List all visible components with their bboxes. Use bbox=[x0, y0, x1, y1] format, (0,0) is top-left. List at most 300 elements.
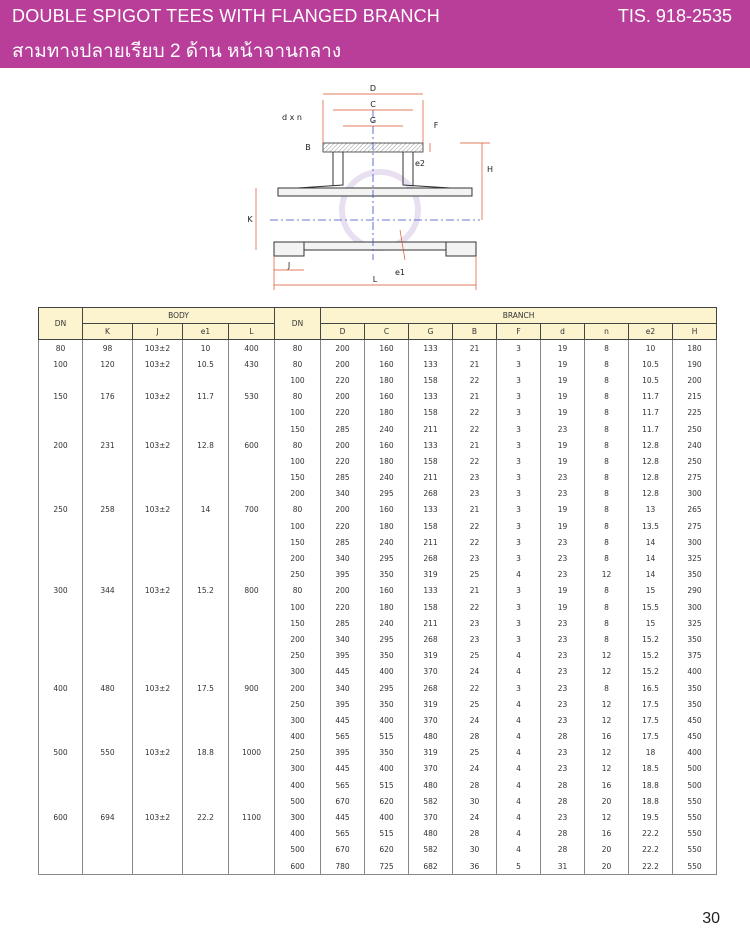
table-cell: 180 bbox=[365, 518, 409, 534]
table-cell: 3 bbox=[497, 470, 541, 486]
table-cell bbox=[133, 518, 183, 534]
table-cell: 17.5 bbox=[629, 729, 673, 745]
table-cell: 3 bbox=[497, 389, 541, 405]
table-cell: 133 bbox=[409, 340, 453, 357]
table-cell: 23 bbox=[541, 615, 585, 631]
table-cell: 10 bbox=[183, 340, 229, 357]
table-cell: 23 bbox=[541, 696, 585, 712]
table-cell: 211 bbox=[409, 534, 453, 550]
table-cell: 295 bbox=[365, 680, 409, 696]
table-cell bbox=[39, 664, 83, 680]
table-cell bbox=[133, 486, 183, 502]
table-cell: 200 bbox=[275, 631, 321, 647]
page-title: DOUBLE SPIGOT TEES WITH FLANGED BRANCH bbox=[12, 6, 441, 26]
table-cell: 23 bbox=[541, 421, 585, 437]
table-cell: 180 bbox=[673, 340, 717, 357]
table-cell: 430 bbox=[229, 356, 275, 372]
table-cell: 4 bbox=[497, 712, 541, 728]
table-cell: 582 bbox=[409, 842, 453, 858]
table-cell: 8 bbox=[585, 599, 629, 615]
table-cell: 23 bbox=[541, 486, 585, 502]
table-cell: 12 bbox=[585, 712, 629, 728]
table-cell: 500 bbox=[275, 793, 321, 809]
table-cell bbox=[229, 761, 275, 777]
table-cell bbox=[133, 858, 183, 875]
table-cell bbox=[39, 486, 83, 502]
table-cell bbox=[133, 567, 183, 583]
table-row bbox=[39, 372, 717, 388]
table-body bbox=[39, 340, 717, 875]
table-cell bbox=[133, 615, 183, 631]
table-cell: 15.5 bbox=[629, 599, 673, 615]
table-cell: 8 bbox=[585, 583, 629, 599]
table-cell: 28 bbox=[541, 793, 585, 809]
label-K: K bbox=[247, 215, 253, 224]
table-cell: 3 bbox=[497, 583, 541, 599]
table-cell: 28 bbox=[453, 777, 497, 793]
table-cell: 160 bbox=[365, 583, 409, 599]
table-cell bbox=[39, 470, 83, 486]
col-branch-7: e2 bbox=[629, 324, 673, 340]
dimension-table bbox=[38, 307, 717, 875]
table-cell bbox=[83, 599, 133, 615]
table-row bbox=[39, 680, 717, 696]
table-cell: 22 bbox=[453, 518, 497, 534]
table-cell bbox=[39, 793, 83, 809]
table-cell: 10 bbox=[629, 340, 673, 357]
table-cell: 530 bbox=[229, 389, 275, 405]
table-cell bbox=[133, 729, 183, 745]
table-cell: 300 bbox=[275, 712, 321, 728]
table-cell bbox=[39, 599, 83, 615]
table-cell: 395 bbox=[321, 745, 365, 761]
table-cell: 12.8 bbox=[629, 453, 673, 469]
table-cell: 22 bbox=[453, 372, 497, 388]
table-cell: 25 bbox=[453, 648, 497, 664]
table-cell bbox=[83, 664, 133, 680]
table-cell: 231 bbox=[83, 437, 133, 453]
table-cell: 8 bbox=[585, 470, 629, 486]
table-cell: 900 bbox=[229, 680, 275, 696]
table-cell: 80 bbox=[275, 583, 321, 599]
table-cell: 22 bbox=[453, 405, 497, 421]
table-cell: 8 bbox=[585, 372, 629, 388]
table-cell: 15.2 bbox=[629, 648, 673, 664]
table-cell: 500 bbox=[39, 745, 83, 761]
table-cell: 445 bbox=[321, 664, 365, 680]
table-cell: 395 bbox=[321, 696, 365, 712]
table-cell: 700 bbox=[229, 502, 275, 518]
table-cell bbox=[183, 712, 229, 728]
table-cell: 225 bbox=[673, 405, 717, 421]
table-cell: 295 bbox=[365, 550, 409, 566]
table-cell: 4 bbox=[497, 729, 541, 745]
table-row bbox=[39, 826, 717, 842]
table-cell: 158 bbox=[409, 372, 453, 388]
table-cell bbox=[183, 777, 229, 793]
table-cell: 19 bbox=[541, 405, 585, 421]
table-cell: 31 bbox=[541, 858, 585, 875]
table-cell: 12.8 bbox=[629, 486, 673, 502]
table-cell: 180 bbox=[365, 599, 409, 615]
table-cell: 220 bbox=[321, 599, 365, 615]
table-cell bbox=[229, 372, 275, 388]
table-cell: 23 bbox=[541, 680, 585, 696]
table-cell: 370 bbox=[409, 809, 453, 825]
table-cell: 300 bbox=[673, 534, 717, 550]
table-row bbox=[39, 809, 717, 825]
table-cell: 22.2 bbox=[629, 858, 673, 875]
table-cell: 18.8 bbox=[629, 777, 673, 793]
table-cell: 3 bbox=[497, 340, 541, 357]
table-cell: 550 bbox=[673, 826, 717, 842]
table-cell: 15.2 bbox=[183, 583, 229, 599]
table-cell bbox=[183, 648, 229, 664]
table-cell bbox=[183, 470, 229, 486]
table-cell: 23 bbox=[453, 550, 497, 566]
table-cell: 23 bbox=[541, 470, 585, 486]
table-cell: 15 bbox=[629, 615, 673, 631]
label-D: D bbox=[369, 84, 377, 93]
table-cell: 36 bbox=[453, 858, 497, 875]
table-cell: 103±2 bbox=[133, 502, 183, 518]
table-row bbox=[39, 518, 717, 534]
table-cell bbox=[183, 696, 229, 712]
table-cell: 21 bbox=[453, 389, 497, 405]
table-cell: 19 bbox=[541, 453, 585, 469]
table-cell: 582 bbox=[409, 793, 453, 809]
table-cell bbox=[39, 777, 83, 793]
table-cell: 295 bbox=[365, 631, 409, 647]
table-cell bbox=[183, 664, 229, 680]
table-cell: 300 bbox=[39, 583, 83, 599]
table-cell: 120 bbox=[83, 356, 133, 372]
table-cell: 23 bbox=[453, 631, 497, 647]
table-cell: 400 bbox=[365, 761, 409, 777]
table-cell: 275 bbox=[673, 518, 717, 534]
table-cell: 20 bbox=[585, 842, 629, 858]
table-cell: 445 bbox=[321, 809, 365, 825]
label-e1: e1 bbox=[394, 268, 406, 277]
table-cell: 275 bbox=[673, 470, 717, 486]
table-cell: 4 bbox=[497, 826, 541, 842]
table-cell: 268 bbox=[409, 680, 453, 696]
table-cell: 400 bbox=[365, 809, 409, 825]
table-cell: 3 bbox=[497, 680, 541, 696]
col-body-2: e1 bbox=[183, 324, 229, 340]
table-cell bbox=[39, 712, 83, 728]
table-cell: 80 bbox=[275, 340, 321, 357]
table-cell bbox=[229, 453, 275, 469]
table-cell: 480 bbox=[409, 826, 453, 842]
table-cell: 160 bbox=[365, 356, 409, 372]
col-branch-5: d bbox=[541, 324, 585, 340]
table-cell: 12 bbox=[585, 809, 629, 825]
table-cell bbox=[83, 858, 133, 875]
table-row bbox=[39, 729, 717, 745]
table-cell: 19 bbox=[541, 372, 585, 388]
body-top-wall bbox=[278, 188, 472, 196]
table-cell: 18.8 bbox=[629, 793, 673, 809]
table-cell: 350 bbox=[365, 745, 409, 761]
table-row bbox=[39, 421, 717, 437]
label-C: C bbox=[370, 100, 376, 109]
table-cell: 515 bbox=[365, 777, 409, 793]
table-cell: 550 bbox=[673, 793, 717, 809]
table-cell: 12 bbox=[585, 648, 629, 664]
table-cell: 3 bbox=[497, 405, 541, 421]
table-cell: 103±2 bbox=[133, 356, 183, 372]
table-cell: 15.2 bbox=[629, 631, 673, 647]
table-cell: 19 bbox=[541, 437, 585, 453]
table-cell: 8 bbox=[585, 615, 629, 631]
table-cell bbox=[83, 372, 133, 388]
table-cell: 25 bbox=[453, 745, 497, 761]
table-cell bbox=[133, 664, 183, 680]
watermark-ring bbox=[342, 172, 418, 248]
table-cell: 17.5 bbox=[183, 680, 229, 696]
table-cell: 19 bbox=[541, 356, 585, 372]
col-branch-0: D bbox=[321, 324, 365, 340]
table-cell: 13 bbox=[629, 502, 673, 518]
table-cell: 14 bbox=[629, 534, 673, 550]
table-cell bbox=[229, 567, 275, 583]
table-cell bbox=[83, 421, 133, 437]
table-cell: 250 bbox=[39, 502, 83, 518]
table-cell bbox=[229, 648, 275, 664]
table-cell: 23 bbox=[453, 470, 497, 486]
table-cell: 220 bbox=[321, 372, 365, 388]
col-branch-3: B bbox=[453, 324, 497, 340]
table-cell: 500 bbox=[275, 842, 321, 858]
table-cell bbox=[133, 453, 183, 469]
table-cell: 28 bbox=[541, 826, 585, 842]
table-cell: 150 bbox=[275, 421, 321, 437]
table-row bbox=[39, 534, 717, 550]
table-cell bbox=[183, 631, 229, 647]
table-cell: 350 bbox=[365, 567, 409, 583]
table-cell: 80 bbox=[275, 389, 321, 405]
table-cell: 22.2 bbox=[629, 826, 673, 842]
table-cell: 250 bbox=[275, 567, 321, 583]
table-cell: 12 bbox=[585, 761, 629, 777]
table-cell: 14 bbox=[629, 550, 673, 566]
table-cell: 600 bbox=[229, 437, 275, 453]
table-cell bbox=[39, 453, 83, 469]
table-cell: 220 bbox=[321, 453, 365, 469]
table-cell: 200 bbox=[275, 680, 321, 696]
table-cell: 25 bbox=[453, 567, 497, 583]
table-cell bbox=[39, 567, 83, 583]
table-cell bbox=[183, 826, 229, 842]
table-cell bbox=[133, 761, 183, 777]
table-cell: 21 bbox=[453, 356, 497, 372]
table-cell: 23 bbox=[541, 809, 585, 825]
table-cell: 200 bbox=[39, 437, 83, 453]
table-cell: 400 bbox=[365, 712, 409, 728]
table-cell: 620 bbox=[365, 842, 409, 858]
table-cell: 80 bbox=[275, 502, 321, 518]
table-cell: 16 bbox=[585, 729, 629, 745]
table-cell: 3 bbox=[497, 631, 541, 647]
table-cell: 100 bbox=[39, 356, 83, 372]
table-cell: 3 bbox=[497, 615, 541, 631]
col-branch-6: n bbox=[585, 324, 629, 340]
table-cell: 370 bbox=[409, 761, 453, 777]
table-cell: 565 bbox=[321, 729, 365, 745]
table-cell: 300 bbox=[275, 664, 321, 680]
table-cell bbox=[133, 550, 183, 566]
table-cell: 200 bbox=[275, 486, 321, 502]
table-cell: 80 bbox=[275, 356, 321, 372]
table-cell: 550 bbox=[673, 858, 717, 875]
table-cell: 19 bbox=[541, 389, 585, 405]
table-cell: 150 bbox=[275, 615, 321, 631]
table-cell bbox=[83, 631, 133, 647]
table-row bbox=[39, 356, 717, 372]
table-cell bbox=[229, 470, 275, 486]
table-cell bbox=[229, 793, 275, 809]
table-cell bbox=[183, 421, 229, 437]
dimension-table-wrapper bbox=[38, 307, 710, 875]
table-cell: 550 bbox=[83, 745, 133, 761]
label-B: B bbox=[305, 143, 311, 152]
table-cell: 23 bbox=[541, 712, 585, 728]
spigot-right bbox=[446, 242, 476, 256]
table-cell: 19.5 bbox=[629, 809, 673, 825]
table-row bbox=[39, 615, 717, 631]
table-cell: 211 bbox=[409, 421, 453, 437]
table-cell: 100 bbox=[275, 599, 321, 615]
table-cell: 16.5 bbox=[629, 680, 673, 696]
table-cell: 23 bbox=[541, 534, 585, 550]
table-cell: 22.2 bbox=[629, 842, 673, 858]
table-cell: 395 bbox=[321, 567, 365, 583]
table-cell: 158 bbox=[409, 599, 453, 615]
page-subtitle-thai: สามทางปลายเรียบ 2 ด้าน หน้าจานกลาง bbox=[12, 41, 342, 62]
table-cell: 340 bbox=[321, 486, 365, 502]
table-cell: 694 bbox=[83, 809, 133, 825]
table-cell: 176 bbox=[83, 389, 133, 405]
table-cell: 450 bbox=[673, 729, 717, 745]
table-row bbox=[39, 583, 717, 599]
table-cell: 23 bbox=[541, 745, 585, 761]
table-cell bbox=[83, 518, 133, 534]
table-cell bbox=[133, 631, 183, 647]
table-cell bbox=[133, 599, 183, 615]
page-header bbox=[0, 0, 750, 68]
table-cell: 16 bbox=[585, 826, 629, 842]
table-cell: 24 bbox=[453, 761, 497, 777]
table-cell: 340 bbox=[321, 631, 365, 647]
table-cell: 375 bbox=[673, 648, 717, 664]
table-cell bbox=[83, 405, 133, 421]
table-cell: 22 bbox=[453, 680, 497, 696]
table-cell: 80 bbox=[39, 340, 83, 357]
table-cell: 565 bbox=[321, 826, 365, 842]
table-cell: 200 bbox=[275, 550, 321, 566]
table-cell: 295 bbox=[365, 486, 409, 502]
table-row bbox=[39, 664, 717, 680]
table-cell: 211 bbox=[409, 470, 453, 486]
label-L: L bbox=[372, 275, 378, 284]
table-cell: 400 bbox=[39, 680, 83, 696]
table-cell: 100 bbox=[275, 518, 321, 534]
table-cell: 11.7 bbox=[629, 389, 673, 405]
table-cell bbox=[83, 470, 133, 486]
table-cell: 319 bbox=[409, 745, 453, 761]
table-cell: 565 bbox=[321, 777, 365, 793]
table-cell: 150 bbox=[39, 389, 83, 405]
table-cell bbox=[39, 826, 83, 842]
table-cell bbox=[229, 696, 275, 712]
table-cell bbox=[83, 453, 133, 469]
group-branch: BRANCH bbox=[321, 308, 717, 324]
table-cell: 200 bbox=[321, 356, 365, 372]
table-cell: 22 bbox=[453, 453, 497, 469]
col-branch-8: H bbox=[673, 324, 717, 340]
table-cell: 200 bbox=[321, 389, 365, 405]
table-cell: 22 bbox=[453, 421, 497, 437]
table-cell bbox=[39, 372, 83, 388]
table-row bbox=[39, 631, 717, 647]
col-body-3: L bbox=[229, 324, 275, 340]
table-cell: 370 bbox=[409, 712, 453, 728]
table-cell bbox=[133, 777, 183, 793]
table-cell bbox=[83, 826, 133, 842]
table-cell bbox=[39, 405, 83, 421]
table-cell: 133 bbox=[409, 583, 453, 599]
table-cell: 250 bbox=[275, 745, 321, 761]
table-cell: 11.7 bbox=[629, 405, 673, 421]
table-cell: 8 bbox=[585, 631, 629, 647]
table-cell bbox=[39, 550, 83, 566]
table-cell: 133 bbox=[409, 437, 453, 453]
table-cell: 200 bbox=[321, 583, 365, 599]
col-dn-branch: DN bbox=[275, 308, 321, 340]
table-cell: 240 bbox=[365, 421, 409, 437]
table-cell: 3 bbox=[497, 518, 541, 534]
table-cell: 158 bbox=[409, 518, 453, 534]
table-cell: 200 bbox=[321, 437, 365, 453]
table-cell: 23 bbox=[453, 615, 497, 631]
table-cell: 3 bbox=[497, 372, 541, 388]
table-cell bbox=[183, 858, 229, 875]
table-cell: 28 bbox=[453, 729, 497, 745]
table-cell bbox=[39, 858, 83, 875]
table-cell bbox=[133, 405, 183, 421]
table-cell: 480 bbox=[83, 680, 133, 696]
table-cell bbox=[83, 729, 133, 745]
spigot-left bbox=[274, 242, 304, 256]
table-cell bbox=[83, 486, 133, 502]
table-cell bbox=[183, 534, 229, 550]
table-cell bbox=[133, 826, 183, 842]
table-cell: 3 bbox=[497, 356, 541, 372]
table-cell: 103±2 bbox=[133, 389, 183, 405]
table-cell: 103±2 bbox=[133, 680, 183, 696]
table-cell: 103±2 bbox=[133, 745, 183, 761]
table-cell: 780 bbox=[321, 858, 365, 875]
table-cell: 400 bbox=[673, 745, 717, 761]
table-cell: 445 bbox=[321, 761, 365, 777]
table-cell bbox=[39, 518, 83, 534]
table-cell: 20 bbox=[585, 793, 629, 809]
table-cell: 400 bbox=[275, 777, 321, 793]
table-cell: 11.7 bbox=[629, 421, 673, 437]
table-cell: 344 bbox=[83, 583, 133, 599]
table-cell: 220 bbox=[321, 405, 365, 421]
